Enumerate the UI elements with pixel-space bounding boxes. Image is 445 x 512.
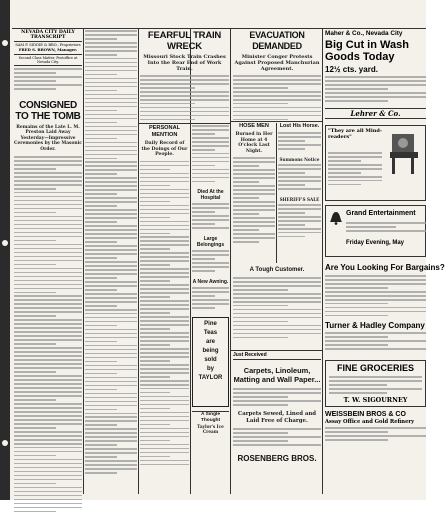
pine-teas-line: Teas — [203, 330, 218, 336]
column-1 — [14, 30, 82, 496]
grand-entertainment-headline: Grand Entertainment — [346, 210, 416, 217]
train-wreck-subhead: Missouri Stock Train Crashes Into the Rear End of Work Train. — [143, 54, 226, 72]
train-wreck-body — [140, 75, 229, 125]
single-thought-headline: A Single Thought — [192, 411, 229, 424]
lehrer-sign: Lehrer & Co. — [325, 108, 426, 119]
hand-bell-icon — [329, 211, 343, 225]
column-rule — [322, 28, 323, 494]
train-wreck-story — [140, 30, 229, 122]
column-4-top-body — [192, 125, 229, 185]
summons-notice: Summons Notice — [279, 157, 320, 162]
maher-headline: Big Cut in Wash Goods Today — [325, 39, 409, 63]
column-rule — [230, 28, 231, 494]
lost-horse-headline: Lost His Horse. — [279, 123, 320, 129]
pine-teas-line: being — [202, 348, 219, 354]
tough-customer-headline: A Tough Customer. — [249, 267, 305, 273]
mind-readers-headline: "They are all Mind-readers" — [328, 128, 383, 140]
sigourney-name: T. W. SIGOURNEY — [343, 396, 408, 404]
evacuation-body — [233, 75, 321, 123]
maher-price: 12½ cts. yard. — [325, 65, 378, 74]
pine-teas-ad — [192, 317, 229, 407]
maher-name: Maher & Co., Nevada City — [325, 30, 403, 37]
binding-hole-icon — [2, 40, 8, 46]
hose-item: Burned in Her Home at 4 O'clock Last Night. — [235, 132, 273, 154]
consigned-headline: CONSIGNED TO THE TOMB — [15, 100, 81, 122]
train-wreck-headline: FEARFUL TRAIN WRECK — [147, 30, 222, 52]
carpets-headline: Carpets, Linoleum, Matting and Wall Paper... — [233, 366, 321, 384]
rosenberg-carpets-ad — [233, 352, 321, 496]
pine-teas-line: are — [205, 339, 215, 345]
personal-mention-headline: PERSONAL MENTION — [148, 125, 181, 138]
assay-office: Assay Office and Gold Refinery — [325, 419, 415, 425]
column-4 — [192, 125, 229, 495]
mind-readers-ad — [325, 125, 426, 201]
carpets-subhead: Carpets Sewed, Lined and Laid Free of Charge. — [237, 411, 317, 424]
evacuation-headline: EVACUATION DEMANDED — [249, 30, 305, 51]
column-2-body — [85, 30, 137, 490]
grand-entertainment-date: Friday Evening, May — [346, 240, 405, 246]
personal-mention-story — [140, 125, 189, 495]
subscription-rates — [14, 68, 82, 96]
masthead-entry: Second Class Matter, Postoffice at Nevada City. — [14, 54, 82, 66]
personal-mention-subhead: Daily Record of the Doings of Our People. — [141, 141, 188, 158]
column-7-ads — [325, 30, 445, 496]
personal-mention-body — [140, 161, 189, 481]
pine-teas-line: Pine — [204, 321, 217, 327]
masthead-title: NEVADA CITY DAILY TRANSCRIPT — [14, 30, 82, 42]
column-rule — [138, 28, 139, 494]
consigned-body — [14, 156, 82, 486]
chair-illustration-icon — [384, 130, 424, 176]
weissbein-name: WEISSBEIN BROS & CO — [325, 411, 406, 418]
binding-hole-icon — [2, 240, 8, 246]
turner-hadley-name: Turner & Hadley Company — [325, 321, 425, 330]
taylor-ice-cream: Taylor's Ice Cream — [197, 424, 224, 434]
just-received-label: Just Received — [233, 352, 321, 360]
hose-story — [233, 123, 275, 263]
pine-teas-line: TAYLOR — [198, 375, 223, 381]
column-rule — [83, 28, 84, 494]
top-rule — [12, 28, 426, 29]
column-2 — [85, 30, 137, 496]
binding-spine — [0, 0, 10, 500]
evacuation-subhead: Minister Conger Protests Against Proposed Manchurian Agreement. — [234, 54, 320, 72]
grand-entertainment-ad — [325, 205, 426, 257]
rosenberg-name: ROSENBERG BROS. — [237, 454, 317, 464]
pine-teas-line: sold — [204, 357, 217, 363]
fine-groceries-ad — [325, 360, 426, 407]
sheriff-sale: SHERIFF'S SALE — [279, 197, 320, 202]
masthead-proprietor: SAM P. SIDDIE & BRO., Proprietors — [15, 43, 81, 47]
fine-groceries-headline: FINE GROCERIES — [336, 363, 414, 373]
large-belongings-headline: Large Belongings — [196, 236, 225, 248]
looking-headline: Are You Looking For Bargains? — [325, 263, 445, 272]
binding-hole-icon — [2, 440, 8, 446]
lost-horse-story — [278, 123, 321, 263]
new-awning-headline: A New Awning. — [192, 279, 229, 285]
tough-customer-story — [233, 266, 321, 348]
died-hospital-headline: Died At the Hospital — [197, 189, 224, 201]
consigned-subhead: Remains of the Late L. M. Preston Laid Away Yesterday—Impressive Ceremonies by the Masonic Order. — [14, 125, 82, 152]
pine-teas-line: by — [206, 366, 214, 372]
evacuation-story — [233, 30, 321, 120]
masthead-manager: FRED S. BROWN, Manager. — [18, 47, 78, 52]
hose-headline: HOSE MEN — [239, 123, 269, 129]
